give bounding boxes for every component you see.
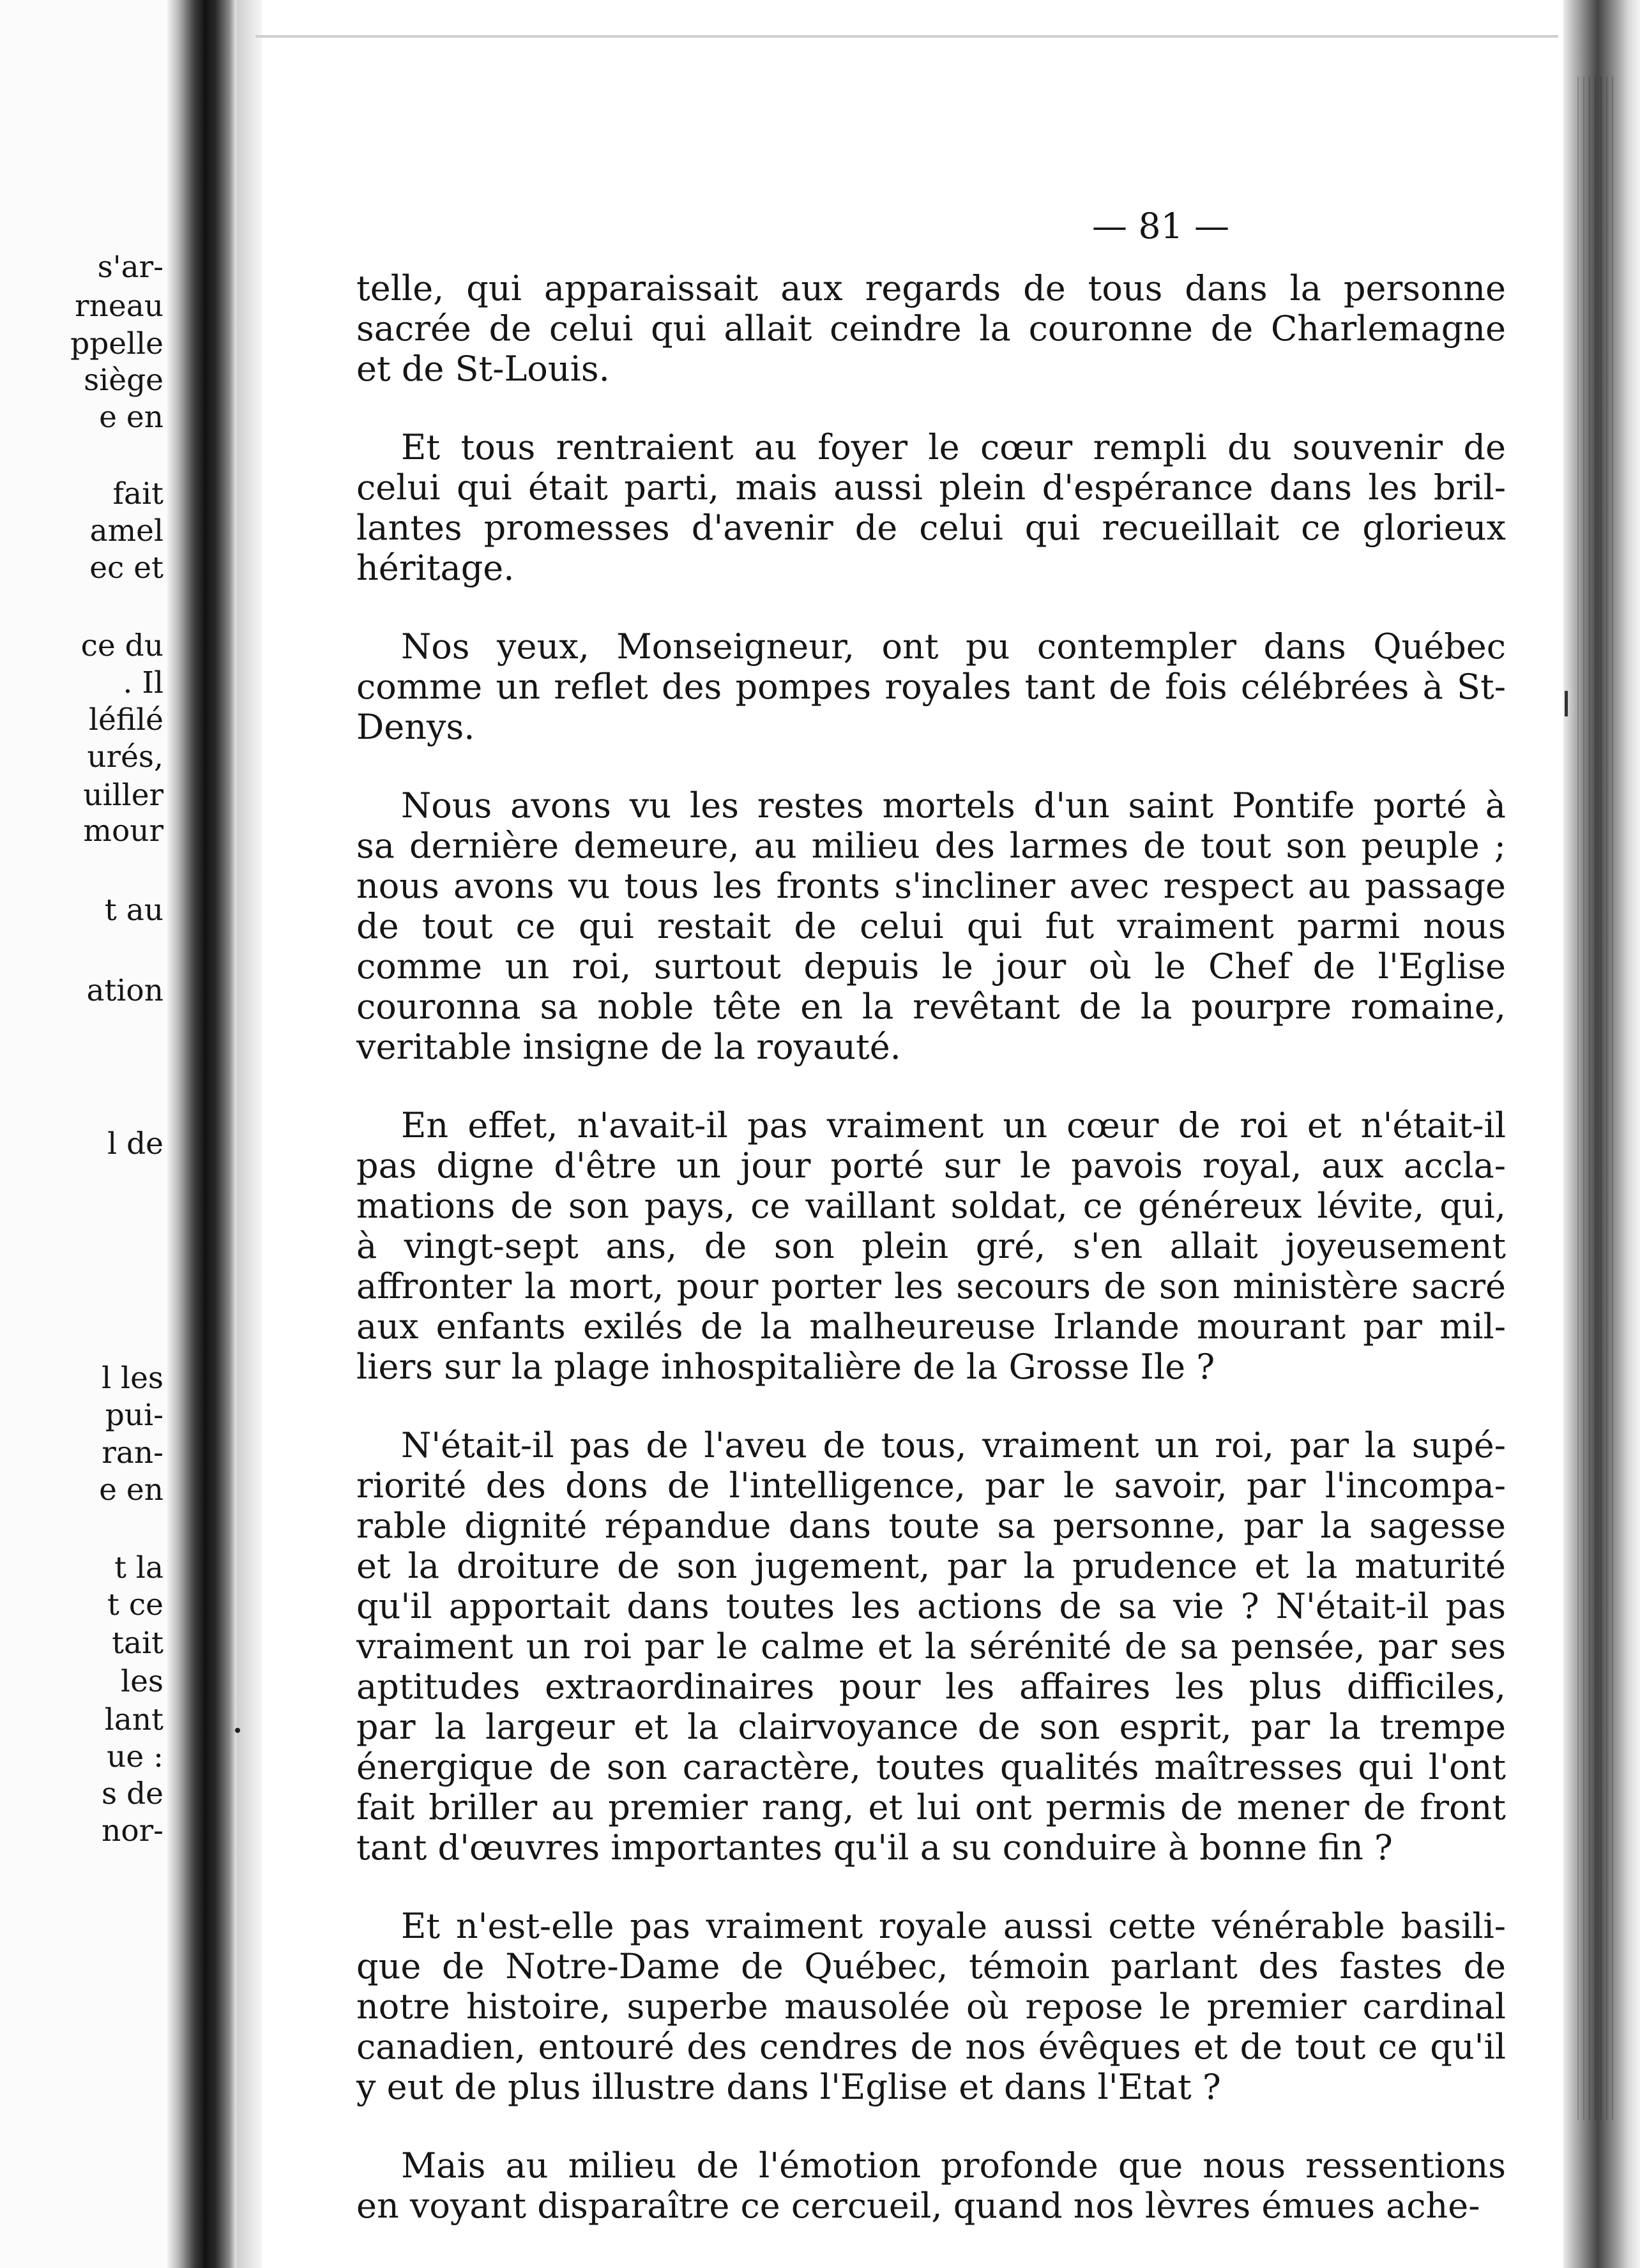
text-line: telle, qui apparaissait aux regards de tous dans la personne: [356, 268, 1506, 308]
text-line: Nos yeux, Monseigneur, ont pu contempler dans Québec: [401, 626, 1506, 667]
text-line: celui qui était parti, mais aussi plein d'espérance dans les bril-: [356, 467, 1506, 508]
previous-page-line: l de: [107, 1126, 163, 1161]
previous-page-fragment: [0, 0, 167, 2268]
text-line: canadien, entouré des cendres de nos évêques et de tout ce qu'il: [356, 2027, 1506, 2067]
text-line: veritable insigne de la royauté.: [356, 1027, 901, 1067]
text-line: mations de son pays, ce vaillant soldat, ce généreux lévite, qui,: [356, 1186, 1506, 1226]
previous-page-line: fait: [112, 476, 163, 511]
previous-page-line: amel: [89, 513, 163, 548]
previous-page-line: nor-: [102, 1813, 163, 1848]
text-line: fait briller au premier rang, et lui ont permis de mener de front: [356, 1787, 1506, 1827]
previous-page-line: ce du: [80, 628, 163, 663]
text-line: énergique de son caractère, toutes qualités maîtresses qui l'ont: [356, 1747, 1506, 1787]
text-line: affronter la mort, pour porter les secours de son ministère sacré: [356, 1266, 1506, 1306]
text-line: Denys.: [356, 707, 475, 747]
previous-page-line: siège: [84, 363, 163, 398]
book-gutter: [167, 0, 236, 2268]
paragraph: [356, 268, 1506, 389]
text-line: y eut de plus illustre dans l'Eglise et dans l'Etat ?: [356, 2067, 1221, 2107]
text-line: riorité des dons de l'intelligence, par le savoir, par l'incompa-: [356, 1465, 1506, 1506]
text-line: rable dignité répandue dans toute sa personne, par la sagesse: [356, 1506, 1506, 1546]
text-line: qu'il apportait dans toutes les actions de sa vie ? N'était-il pas: [356, 1586, 1506, 1626]
text-line: héritage.: [356, 548, 515, 588]
text-line: notre histoire, superbe mausolée où repose le premier cardinal: [356, 1986, 1506, 2027]
text-line: sacrée de celui qui allait ceindre la couronne de Charlemagne: [356, 308, 1506, 349]
previous-page-line: rneau: [75, 289, 163, 324]
previous-page-line: ppelle: [70, 326, 163, 361]
text-line: nous avons vu tous les fronts s'incliner avec respect au passage: [356, 866, 1506, 906]
previous-page-line: mour: [83, 813, 163, 849]
text-line: de tout ce qui restait de celui qui fut vraiment parmi nous: [356, 906, 1506, 946]
text-line: par la largeur et la clairvoyance de son esprit, par la trempe: [356, 1707, 1506, 1747]
previous-page-line: l les: [102, 1361, 163, 1396]
text-line: Et tous rentraient au foyer le cœur rempli du souvenir de: [401, 427, 1506, 467]
page-number: — 81 —: [1092, 206, 1229, 246]
previous-page-line: ran-: [102, 1435, 163, 1470]
previous-page-line: t au: [104, 893, 163, 928]
previous-page-line: lant: [104, 1702, 163, 1737]
paragraph: [356, 785, 1506, 1067]
paragraph: [356, 427, 1506, 588]
text-line: N'était-il pas de l'aveu de tous, vraiment un roi, par la supé-: [401, 1425, 1506, 1465]
paragraph: [356, 626, 1506, 747]
paragraph: [356, 1105, 1506, 1387]
text-line: aptitudes extraordinaires pour les affaires les plus difficiles,: [356, 1667, 1506, 1707]
previous-page-line: ation: [86, 973, 163, 1008]
text-line: comme un reflet des pompes royales tant de fois célébrées à St-: [356, 667, 1506, 707]
text-line: comme un roi, surtout depuis le jour où le Chef de l'Eglise: [356, 946, 1506, 987]
gutter-shade: [236, 0, 262, 2268]
previous-page-line: e en: [99, 400, 163, 435]
text-line: en voyant disparaître ce cercueil, quand nos lèvres émues ache-: [356, 2186, 1480, 2226]
paragraph: [356, 1425, 1506, 1868]
text-line: à vingt-sept ans, de son plein gré, s'en allait joyeusement: [356, 1226, 1506, 1266]
text-line: Mais au milieu de l'émotion profonde que nous ressentions: [401, 2145, 1506, 2186]
previous-page-line: e en: [99, 1472, 163, 1508]
page-stack-edges: [1577, 77, 1616, 2120]
previous-page-line: s de: [102, 1776, 163, 1811]
previous-page-line: s'ar-: [97, 250, 163, 285]
text-line: tant d'œuvres importantes qu'il a su conduire à bonne fin ?: [356, 1827, 1393, 1868]
text-line: couronna sa noble tête en la revêtant de la pourpre romaine,: [356, 987, 1506, 1027]
previous-page-line: t la: [114, 1550, 163, 1585]
paragraph: [356, 1906, 1506, 2107]
ink-speck: [235, 1728, 240, 1733]
previous-page-line: t ce: [107, 1587, 163, 1622]
previous-page-line: léfilé: [88, 702, 163, 737]
text-line: En effet, n'avait-il pas vraiment un cœur de roi et n'était-il: [401, 1105, 1506, 1145]
text-line: sa dernière demeure, au milieu des larmes de tout son peuple ;: [356, 826, 1506, 866]
text-line: vraiment un roi par le calme et la sérénité de sa pensée, par ses: [356, 1626, 1506, 1667]
previous-page-line: pui-: [105, 1398, 163, 1433]
text-line: Nous avons vu les restes mortels d'un saint Pontife porté à: [401, 785, 1506, 826]
edge-mark: [1565, 691, 1568, 716]
book-page: [262, 0, 1558, 2268]
text-line: aux enfants exilés de la malheureuse Irlande mourant par mil-: [356, 1306, 1506, 1347]
text-line: et de St-Louis.: [356, 349, 610, 389]
text-line: liers sur la plage inhospitalière de la Grosse Ile ?: [356, 1347, 1215, 1387]
previous-page-line: ec et: [89, 550, 163, 586]
previous-page-line: uiller: [83, 778, 163, 813]
previous-page-line: urés,: [87, 739, 163, 775]
paragraph: [356, 2145, 1506, 2226]
text-line: pas digne d'être un jour porté sur le pavois royal, aux accla-: [356, 1145, 1506, 1186]
body-text: [356, 268, 1506, 2264]
previous-page-line: ue :: [107, 1739, 163, 1774]
previous-page-line: les: [121, 1664, 163, 1699]
text-line: et la droiture de son jugement, par la prudence et la maturité: [356, 1546, 1506, 1586]
previous-page-line: . Il: [123, 665, 163, 700]
text-line: Et n'est-elle pas vraiment royale aussi cette vénérable basili-: [401, 1906, 1506, 1946]
previous-page-line: tait: [112, 1626, 163, 1661]
text-line: que de Notre-Dame de Québec, témoin parlant des fastes de: [356, 1946, 1506, 1986]
text-line: lantes promesses d'avenir de celui qui recueillait ce glorieux: [356, 508, 1506, 548]
